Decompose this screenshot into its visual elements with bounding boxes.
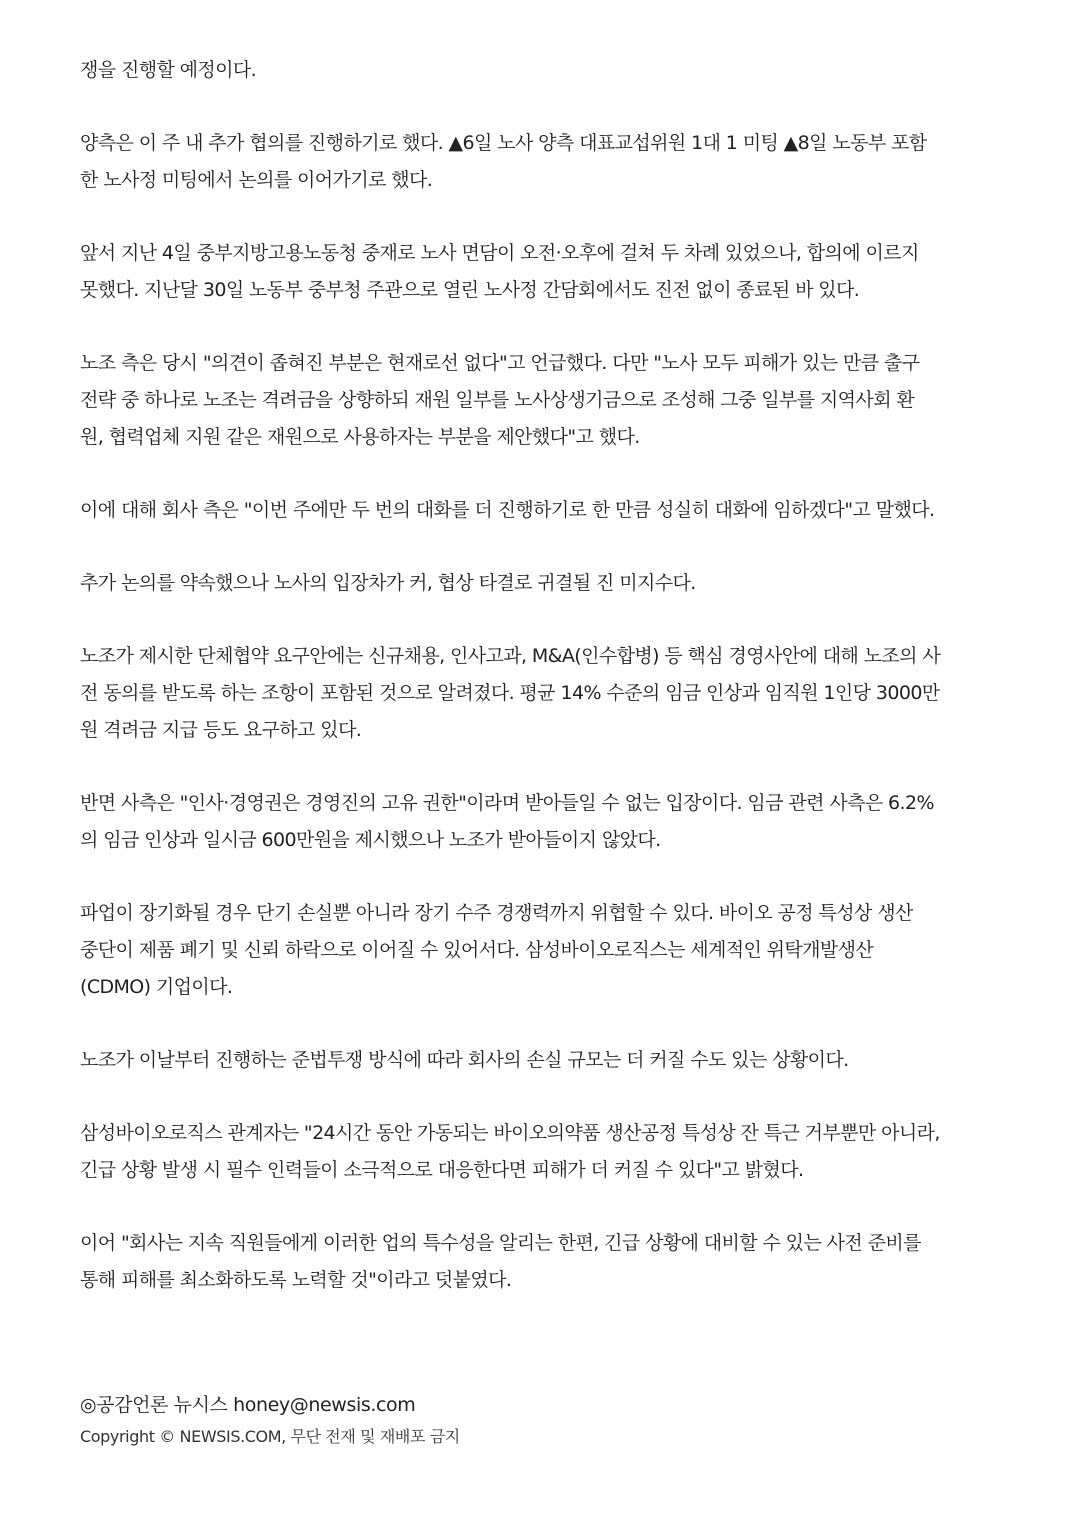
article-paragraph: 노조가 이날부터 진행하는 준법투쟁 방식에 따라 회사의 손실 규모는 더 커질 수도 있는 상황이다.: [80, 1049, 849, 1071]
article-paragraph: 이에 대해 회사 측은 "이번 주에만 두 번의 대화를 더 진행하기로 한 만큼 성실히 대화에 임하겠다"고 말했다.: [80, 499, 935, 521]
article-paragraph: 노조 측은 당시 "의견이 좁혀진 부분은 현재로선 없다"고 언급했다. 다만 "노사 모두 피해가 있는 만큼 출구 전략 중 하나로 노조는 격려금을 상향하되 재원 일부를 노사상생기금으로 조성해 그중 일부를 지역사회 환 원, 협력업체 지원 같은 재원으로 사용하자는 부분을 제안했다"고 했다.: [80, 352, 920, 448]
article-paragraph: 파업이 장기화될 경우 단기 손실뿐 아니라 장기 수주 경쟁력까지 위협할 수 있다. 바이오 공정 특성상 생산 중단이 제품 폐기 및 신뢰 하락으로 이어질 수 있어서다. 삼성바이오로직스는 세계적인 위탁개발생산 (CDMO) 기업이다.: [80, 902, 913, 998]
article-footer: [80, 1390, 1008, 1450]
article-paragraph: 이어 "회사는 지속 직원들에게 이러한 업의 특수성을 알리는 한편, 긴급 상황에 대비할 수 있는 사전 준비를 통해 피해를 최소화하도록 노력할 것"이라고 덧붙였다.: [80, 1232, 921, 1291]
article-paragraph: 반면 사측은 "인사·경영권은 경영진의 고유 권한"이라며 받아들일 수 없는 입장이다. 임금 관련 사측은 6.2% 의 임금 인상과 일시금 600만원을 제시했으나 노조가 받아들이지 않았다.: [80, 792, 934, 851]
reporter-byline: ◎공감언론 뉴시스 honey@newsis.com: [80, 1394, 416, 1416]
article-paragraph: 쟁을 진행할 예정이다.: [80, 59, 257, 81]
article-body: [80, 52, 1008, 1335]
copyright-notice: Copyright © NEWSIS.COM, 무단 전재 및 재배포 금지: [80, 1427, 460, 1446]
article-paragraph: 양측은 이 주 내 추가 협의를 진행하기로 했다. ▲6일 노사 양측 대표교섭위원 1대 1 미팅 ▲8일 노동부 포함 한 노사정 미팅에서 논의를 이어가기로 했다.: [80, 132, 927, 191]
article-paragraph: 노조가 제시한 단체협약 요구안에는 신규채용, 인사고과, M&A(인수합병) 등 핵심 경영사안에 대해 노조의 사 전 동의를 받도록 하는 조항이 포함된 것으로 알려졌다. 평균 14% 수준의 임금 인상과 임직원 1인당 3000만 원 격려금 지급 등도 요구하고 있다.: [80, 645, 941, 741]
article-paragraph: 추가 논의를 약속했으나 노사의 입장차가 커, 협상 타결로 귀결될 진 미지수다.: [80, 572, 696, 594]
article-paragraph: 삼성바이오로직스 관계자는 "24시간 동안 가동되는 바이오의약품 생산공정 특성상 잔 특근 거부뿐만 아니라, 긴급 상황 발생 시 필수 인력들이 소극적으로 대응한다면 피해가 더 커질 수 있다"고 밝혔다.: [80, 1122, 940, 1181]
article-paragraph: 앞서 지난 4일 중부지방고용노동청 중재로 노사 면담이 오전·오후에 걸쳐 두 차례 있었으나, 합의에 이르지 못했다. 지난달 30일 노동부 중부청 주관으로 열린 노사정 간담회에서도 진전 없이 종료된 바 있다.: [80, 242, 919, 301]
